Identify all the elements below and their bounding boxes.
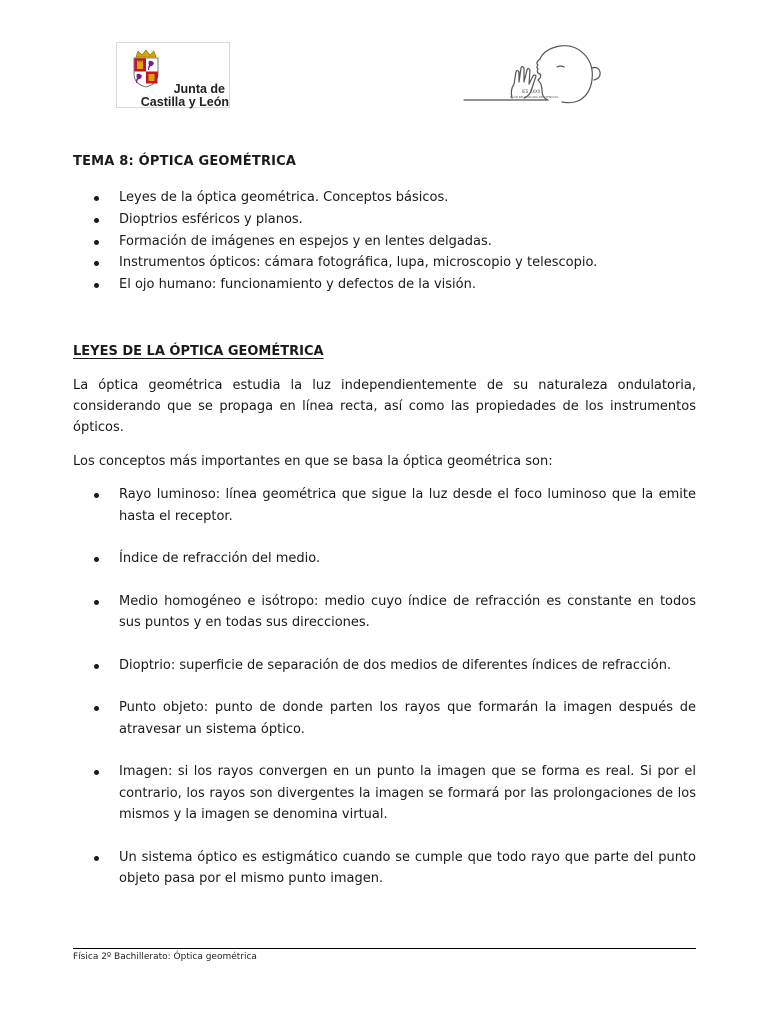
list-item: Medio homogéneo e isótropo: medio cuyo índice de refracción es constante en todos sus puntos y en todas sus direcciones. — [92, 591, 696, 634]
list-item: Rayo luminoso: línea geométrica que sigue la luz desde el foco luminoso que la emite hasta el receptor. — [92, 484, 696, 527]
list-item: Imagen: si los rayos convergen en un punto la imagen que se forma es real. Si por el contrario, los rayos son divergentes la imagen se formará por las prolongaciones de los mismos y la imagen se denomina virtual. — [92, 761, 696, 826]
intro-paragraph: La óptica geométrica estudia la luz independientemente de su naturaleza ondulatoria, considerando que se propaga en línea recta, así como las propiedades de los instrumentos ópticos. — [73, 378, 696, 435]
junta-castilla-leon-logo — [116, 42, 230, 108]
logo-right-caption-line1: IES XXXX — [522, 89, 541, 94]
tema-title: TEMA 8: ÓPTICA GEOMÉTRICA — [73, 154, 297, 169]
logo-left-line2: Castilla y León — [140, 95, 229, 109]
list-item: Dioptrio: superficie de separación de dos medios de diferentes índices de refracción. — [92, 655, 696, 677]
logo-right-caption-line2: PLAN DE ACOGIDA DE CIENCIAS — [510, 95, 559, 99]
list-item: Dioptrios esféricos y planos. — [92, 209, 597, 231]
list-item: Un sistema óptico es estigmático cuando se cumple que todo rayo que parte del punto objeto pasa por el mismo punto imagen. — [92, 847, 696, 890]
footer-divider — [73, 948, 696, 949]
list-item: Índice de refracción del medio. — [92, 548, 696, 570]
list-item: Formación de imágenes en espejos y en lentes delgadas. — [92, 231, 597, 253]
head-and-hand-sketch-icon — [462, 40, 620, 106]
list-item: Instrumentos ópticos: cámara fotográfica, lupa, microscopio y telescopio. — [92, 252, 597, 274]
concepts-list — [92, 484, 696, 890]
footer-text: Física 2º Bachillerato: Óptica geométrica — [73, 952, 257, 962]
tema-topic-list — [92, 187, 597, 296]
logo-left-line1: Junta de — [173, 82, 225, 96]
list-item: Leyes de la óptica geométrica. Conceptos básicos. — [92, 187, 597, 209]
list-item: Punto objeto: punto de donde parten los rayos que formarán la imagen después de atravesar un sistema óptico. — [92, 697, 696, 740]
logo-left-text — [129, 83, 229, 109]
concepts-intro-paragraph: Los conceptos más importantes en que se basa la óptica geométrica son: — [73, 454, 553, 469]
section-heading: LEYES DE LA ÓPTICA GEOMÉTRICA — [73, 344, 324, 359]
coat-of-arms-icon — [131, 48, 161, 88]
list-item: El ojo humano: funcionamiento y defectos de la visión. — [92, 274, 597, 296]
